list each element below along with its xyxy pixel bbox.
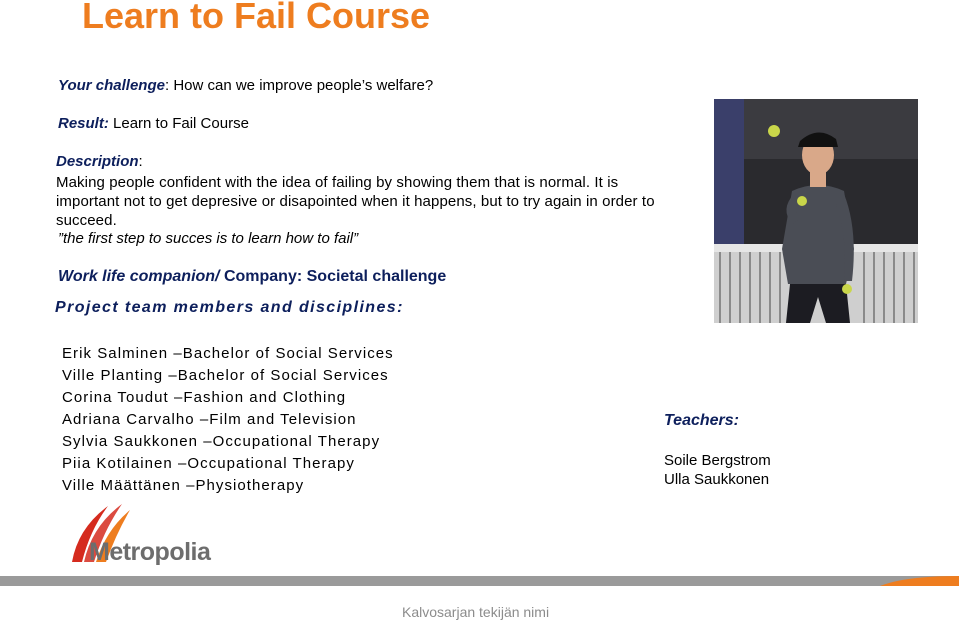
challenge-label: Your challenge: [58, 77, 165, 94]
footer-author: Kalvosarjan tekijän nimi: [402, 604, 550, 620]
member-item: Adriana Carvalho –Film and Television: [62, 411, 357, 428]
project-heading: Project team members and disciplines:: [55, 299, 404, 316]
metropolia-logo-text: Metropolia: [89, 538, 211, 566]
worklife-line: [58, 268, 446, 286]
member-item: Sylvia Saukkonen –Occupational Therapy: [62, 433, 381, 450]
result-label: Result:: [58, 115, 109, 132]
teacher-item: Ulla Saukkonen: [664, 471, 770, 488]
challenge-sep: :: [164, 77, 170, 94]
description-heading: [56, 152, 143, 171]
challenge-value: How can we improve people’s welfare?: [169, 77, 434, 94]
juggler-photo: [714, 99, 918, 323]
member-item: Erik Salminen –Bachelor of Social Services: [62, 345, 394, 362]
challenge-line: [58, 76, 433, 95]
teachers-heading: Teachers:: [664, 412, 739, 429]
teachers-list: [664, 451, 771, 489]
worklife-label: Work life companion/: [58, 268, 220, 285]
teacher-item: Soile Bergstrom: [664, 452, 771, 469]
description-text: Making people confident with the idea of failing by showing them that is normal. It is important not to get depresive or disapointed when it happens, but to try again in order to succeed.: [56, 174, 655, 229]
worklife-company: Company: Societal challenge: [219, 268, 447, 285]
footer-bar: [0, 574, 959, 588]
member-item: Corina Toudut –Fashion and Clothing: [62, 389, 347, 406]
members-list: [62, 343, 394, 497]
result-line: [58, 114, 249, 133]
quote: ”the first step to succes is to learn how to fail”: [58, 230, 359, 247]
page-title: Learn to Fail Course: [82, 0, 431, 36]
member-item: Piia Kotilainen –Occupational Therapy: [62, 455, 355, 472]
member-item: Ville Määttänen –Physiotherapy: [62, 477, 305, 494]
description-label: Description: [56, 153, 139, 170]
member-item: Ville Planting –Bachelor of Social Services: [62, 367, 389, 384]
description-sep: :: [138, 153, 143, 170]
result-value: Learn to Fail Course: [108, 115, 249, 132]
